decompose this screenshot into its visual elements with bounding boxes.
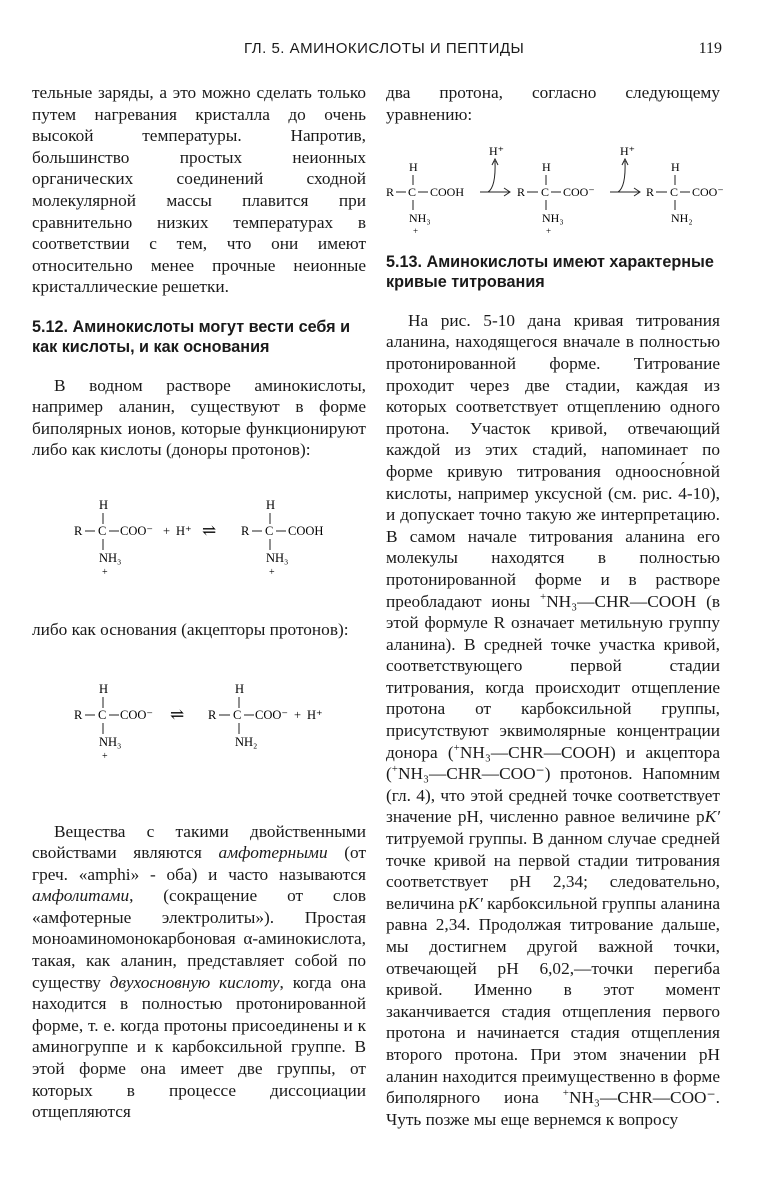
f3-r-3: R bbox=[646, 185, 655, 200]
f3-r-1: R bbox=[386, 185, 395, 200]
ion-cation-1: NH₃—CHR—COOH bbox=[546, 591, 697, 611]
section-heading-5-12: 5.12. Аминокислоты могут вести себя и как кислоты, и как основания bbox=[32, 317, 351, 356]
pk-symbol-1: K′ bbox=[704, 807, 720, 827]
f1-coo-left: COO⁻ bbox=[120, 523, 153, 538]
left-paragraph-1: тельные заряды, а это можно сделать только путем нагревания кристалла до очень высокой температуры. Напротив, большинство простых неионных органических соединений сходной молекулярной массы плавится при сравнительно низких температурах в соответствии с тем, что они имеют относительно менее прочные неионные кристаллические решетки. bbox=[32, 83, 366, 297]
running-header bbox=[32, 40, 722, 60]
f1-plus-left: + bbox=[102, 566, 108, 578]
ion-zwitterion: NH₃—CHR—COO⁻ bbox=[568, 1088, 716, 1108]
f1-nh3-left: NH₃ bbox=[99, 550, 122, 565]
f1-h-left: H bbox=[99, 497, 109, 512]
f2-coo-right: COO⁻ bbox=[255, 707, 288, 722]
f3-coo-2: COO⁻ bbox=[563, 185, 595, 200]
right-paragraph-1: два протона, согласно следующему уравнению: bbox=[386, 83, 720, 124]
formula-acid-equilibrium bbox=[32, 491, 366, 579]
f3-hplus-2: H⁺ bbox=[620, 144, 635, 159]
f1-c-right: C bbox=[265, 523, 274, 538]
right-column bbox=[386, 82, 724, 1130]
f2-plus-left: + bbox=[102, 750, 108, 762]
f2-coo-left: COO⁻ bbox=[120, 707, 153, 722]
f3-plus-2: + bbox=[546, 226, 552, 237]
f1-equilibrium-arrow: ⇌ bbox=[202, 520, 217, 540]
f1-cooh-right: COOH bbox=[288, 523, 324, 538]
f3-cooh-1: COOH bbox=[430, 185, 465, 200]
f1-h-right: H bbox=[266, 497, 276, 512]
f3-nh2-3: NH₂ bbox=[671, 211, 693, 226]
f1-plus-right: + bbox=[269, 566, 275, 578]
ion-donor: NH₃—CHR—COOH bbox=[459, 742, 610, 762]
f3-plus-1: + bbox=[413, 226, 419, 237]
section-heading-5-13: 5.13. Аминокислоты имеют характерные кривые титрования bbox=[386, 253, 714, 291]
term-ampholytes: амфолитами bbox=[32, 886, 130, 906]
f2-c-right: C bbox=[233, 707, 242, 722]
ion-acceptor: NH₃—CHR—COO⁻ bbox=[397, 764, 545, 784]
term-amphoteric: амфотерными bbox=[218, 843, 328, 863]
f2-r-right: R bbox=[208, 707, 217, 722]
f1-nh3-right: NH₃ bbox=[266, 550, 289, 565]
f3-coo-3: COO⁻ bbox=[692, 185, 724, 200]
f2-plus: + bbox=[294, 707, 302, 722]
left-paragraph-4: Вещества с такими двойственными свойствами являются амфотерными (от греч. «amphi» - оба) и часто называются амфолитами, (сокращение от слов «амфотерные электролиты»). Простая моноаминомонокарбоновая α-аминокислота, такая, как аланин, представляет собой по существу двухосновную кислоту, когда она находится в полностью протонированной форме, т. е. когда протоны присоединены и к аминогруппе и к карбоксильной группе. В этой форме она имеет две группы, от которых в процессе диссоциации отщепляются bbox=[32, 821, 367, 1122]
f3-h-3: H bbox=[671, 160, 680, 175]
f2-c-left: C bbox=[98, 707, 107, 722]
f3-c-1: C bbox=[408, 185, 417, 200]
f3-c-2: C bbox=[541, 185, 550, 200]
f1-plus: + bbox=[163, 523, 171, 538]
f3-nh3-1: NH₃ bbox=[409, 211, 431, 226]
left-paragraph-3: либо как основания (акцепторы протонов): bbox=[32, 619, 349, 639]
f1-r-right: R bbox=[241, 523, 250, 538]
f2-h-left: H bbox=[99, 681, 109, 696]
page-number: 119 bbox=[698, 40, 722, 57]
f2-equilibrium-arrow: ⇌ bbox=[170, 704, 185, 724]
formula-base-equilibrium bbox=[32, 675, 366, 763]
f3-nh3-2: NH₃ bbox=[542, 211, 564, 226]
f2-nh2-right: NH₂ bbox=[235, 734, 258, 749]
chapter-title: ГЛ. 5. АМИНОКИСЛОТЫ И ПЕПТИДЫ bbox=[244, 40, 525, 57]
f2-r-left: R bbox=[74, 707, 83, 722]
f3-c-3: C bbox=[670, 185, 679, 200]
right-paragraph-2: На рис. 5-10 дана кривая титрования аланина, находящегося вначале в полностью протонированной форме. Титрование проходит через две стадии, каждая из которых соответствует отщеплению одного протона. Участок кривой, отвечающий каждой из этих стадий, напоминает по форме кривую титрования одноосно́вной кислоты, например уксусной (см. рис. 4-10), и допускает точно такую же интерпретацию. В самом начале титрования аланина его молекулы находятся в полностью протонированной форме и в растворе преобладают ионы +NH₃—CHR—COOH (в этой формуле R означает метильную группу аланина). В средней точке участка кривой, соответствующего первой стадии титрования, когда происходит отщепление протона от карбоксильной группы, присутствуют эквимолярные концентрации донора (+NH₃—CHR—COOH) и акцептора (+NH₃—CHR—COO⁻) протонов. Напомним (гл. 4), что этой средней точке соответствует значение pH, численно равное величине pK′ титруемой группы. В данном случае средней точке кривой на первой стадии титрования соответствует pH 2,34; следовательно, величина pK′ карбоксильной группы аланина равна 2,34. Продолжая титрование дальше, мы достигнем другой важной точки, отвечающей pH 6,02,—точки перегиба кривой. Именно в этот момент заканчивается стадия отщепления первого протона и начинается стадия отщепления второго протона. При этом значении pH аланин находится преимущественно в форме биполярного иона +NH₃—CHR—COO⁻. Чуть позже мы еще вернемся к вопросу bbox=[386, 310, 720, 1129]
left-paragraph-2: В водном растворе аминокислоты, например аланин, существуют в форме биполярных ионов, которые функционируют либо как кислоты (доноры протонов): bbox=[32, 375, 366, 460]
f2-nh3-left: NH₃ bbox=[99, 734, 122, 749]
f2-h-right: H bbox=[235, 681, 245, 696]
f1-r-left: R bbox=[74, 523, 83, 538]
f1-hplus: H⁺ bbox=[176, 523, 192, 538]
formula-two-step-dissociation bbox=[386, 141, 724, 239]
term-diprotic-acid: двухосновную кислоту bbox=[109, 972, 280, 992]
pk-symbol-2: K′ bbox=[467, 893, 483, 913]
f1-c-left: C bbox=[98, 523, 107, 538]
left-column bbox=[32, 82, 366, 1123]
f3-r-2: R bbox=[517, 185, 526, 200]
f3-h-2: H bbox=[542, 160, 551, 175]
f3-h-1: H bbox=[409, 160, 418, 175]
f3-hplus-1: H⁺ bbox=[489, 144, 504, 159]
f2-hplus: H⁺ bbox=[307, 707, 323, 722]
